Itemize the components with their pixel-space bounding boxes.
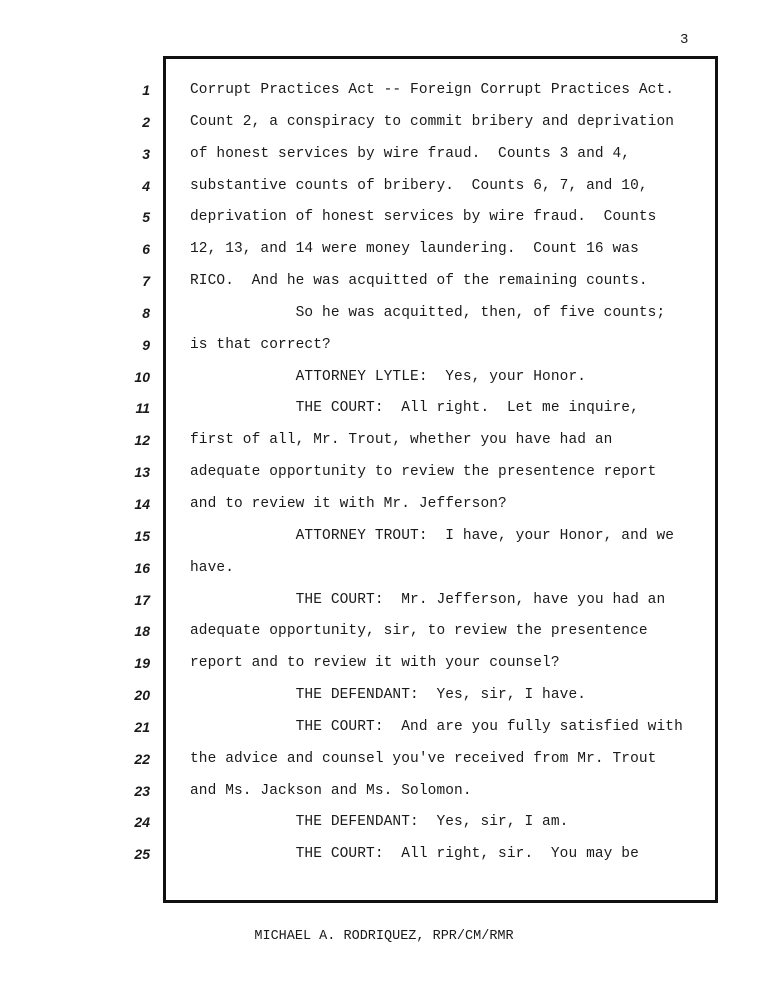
line-number: 7 — [142, 273, 150, 290]
transcript-line: THE COURT: All right, sir. You may be — [190, 846, 639, 863]
line-number: 18 — [134, 623, 150, 640]
line-number: 3 — [142, 145, 150, 162]
line-number: 10 — [134, 368, 150, 385]
transcript-line: RICO. And he was acquitted of the remaining counts. — [190, 273, 648, 290]
transcript-line: report and to review it with your counsel? — [190, 655, 560, 672]
transcript-line: of honest services by wire fraud. Counts 3 and 4, — [190, 145, 631, 162]
line-number: 6 — [142, 241, 150, 258]
transcript-line: have. — [190, 559, 235, 576]
line-number: 23 — [134, 782, 150, 799]
transcript-line: THE COURT: And are you fully satisfied with — [190, 718, 683, 735]
transcript-line: THE DEFENDANT: Yes, sir, I have. — [190, 687, 587, 704]
transcript-line: Corrupt Practices Act -- Foreign Corrupt Practices Act. — [190, 82, 675, 98]
line-number: 14 — [134, 495, 150, 512]
line-number: 4 — [142, 177, 150, 194]
line-number: 17 — [134, 591, 150, 608]
line-number: 24 — [134, 814, 150, 831]
line-number: 25 — [134, 846, 150, 863]
line-number: 1 — [142, 82, 150, 98]
transcript-line: the advice and counsel you've received from Mr. Trout — [190, 750, 657, 767]
line-number: 8 — [142, 304, 150, 321]
line-number: 12 — [134, 432, 150, 449]
transcript-line: adequate opportunity to review the presentence report — [190, 464, 657, 481]
line-number-column — [108, 80, 150, 876]
line-number: 16 — [134, 559, 150, 576]
transcript-line: THE COURT: Mr. Jefferson, have you had an — [190, 591, 666, 608]
line-number: 2 — [142, 113, 150, 130]
line-number: 20 — [134, 687, 150, 704]
transcript-line: ATTORNEY LYTLE: Yes, your Honor. — [190, 368, 587, 385]
transcript-line: and to review it with Mr. Jefferson? — [190, 495, 507, 512]
line-number: 13 — [134, 464, 150, 481]
line-number: 11 — [135, 400, 150, 417]
line-number: 9 — [142, 336, 150, 353]
transcript-line: So he was acquitted, then, of five counts; — [190, 304, 666, 321]
transcript-line: deprivation of honest services by wire fraud. Counts — [190, 209, 657, 226]
transcript-line: is that correct? — [190, 336, 331, 353]
transcript-body — [190, 80, 710, 876]
line-number: 15 — [134, 527, 150, 544]
transcript-line: 12, 13, and 14 were money laundering. Count 16 was — [190, 241, 639, 258]
line-number: 21 — [134, 718, 150, 735]
page-number: 3 — [680, 32, 689, 48]
transcript-line: Count 2, a conspiracy to commit bribery and deprivation — [190, 113, 675, 130]
transcript-line: THE DEFENDANT: Yes, sir, I am. — [190, 814, 569, 831]
transcript-line: THE COURT: All right. Let me inquire, — [190, 400, 639, 417]
line-number: 5 — [142, 209, 150, 226]
line-number: 19 — [134, 655, 150, 672]
transcript-line: substantive counts of bribery. Counts 6, 7, and 10, — [190, 177, 648, 194]
transcript-line: ATTORNEY TROUT: I have, your Honor, and we — [190, 527, 675, 544]
transcript-line: first of all, Mr. Trout, whether you have had an — [190, 432, 613, 449]
transcript-line: adequate opportunity, sir, to review the presentence — [190, 623, 648, 640]
reporter-footer: MICHAEL A. RODRIQUEZ, RPR/CM/RMR — [254, 929, 514, 944]
transcript-line: and Ms. Jackson and Ms. Solomon. — [190, 782, 472, 799]
line-number: 22 — [134, 750, 150, 767]
